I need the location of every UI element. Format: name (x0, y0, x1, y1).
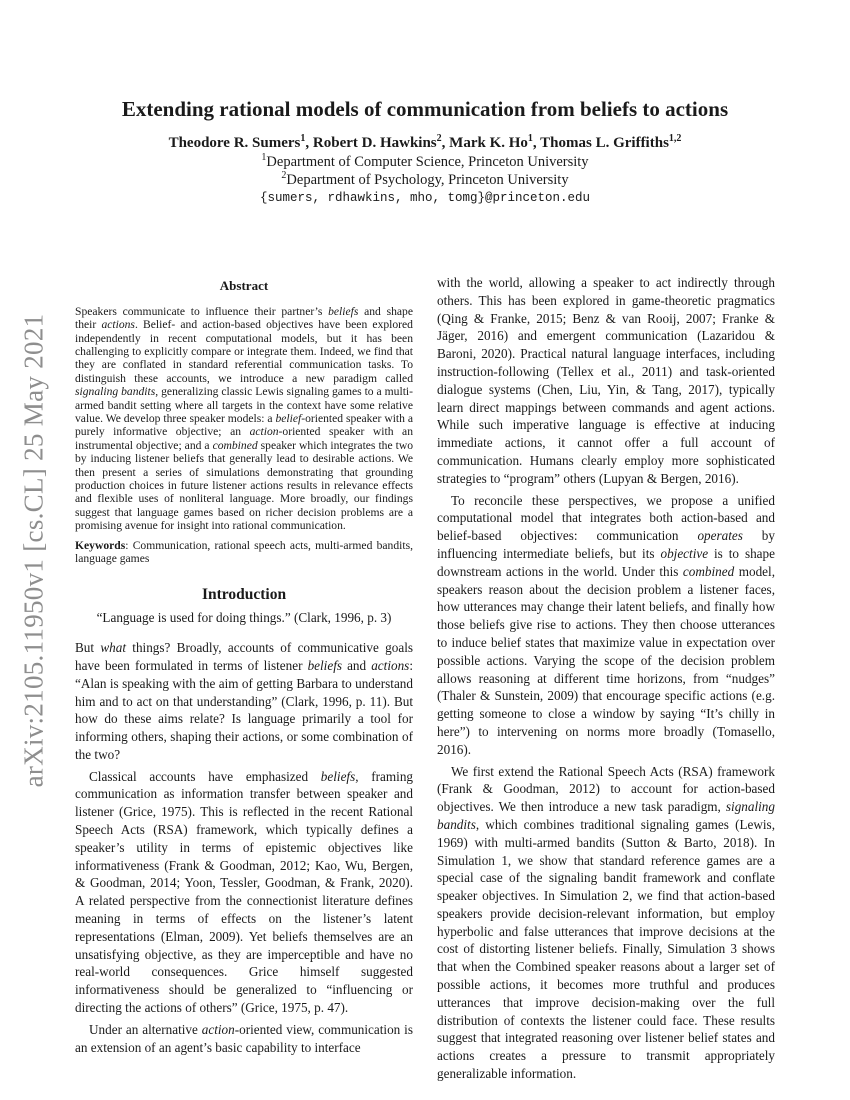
arxiv-id: arXiv:2105.11950v1 [cs.CL] 25 May 2021 (18, 313, 49, 787)
affiliation (80, 153, 770, 171)
intro-paragraph-3-continued: with the world, allowing a speaker to act indirectly through others. This has been explored in game-theoretic pragmatics (Qing & Franke, 2015; Benz & van Rooij, 2007; Franke & Jäger, 2016) and emergent communication (Lazaridou & Baroni, 2020). Practical natural language interfaces, including instruction-following (Tellex et al., 2011) and task-oriented dialogue systems (Chen, Liu, Yin, & Tang, 2017), typically learn direct mappings between commands and agent actions. While such imperative language is effective at inducing immediate actions, it cannot offer a full account of communication. Humans clearly employ more sophisticated strategies to “program” others (Lupyan & Bergen, 2016). (437, 275, 775, 486)
abstract-body (75, 305, 413, 533)
abstract-text: and shape their (75, 304, 413, 332)
author-list (80, 134, 770, 153)
paragraph-text: To reconcile these perspectives, we propose a unified computational model that integrates both action-based and belief-based objectives: communication (437, 492, 775, 544)
keywords-label: Keywords (75, 538, 126, 552)
paper-title: Extending rational models of communication from beliefs to actions (121, 97, 729, 121)
paragraph-emphasis: objective (660, 545, 709, 561)
left-column (75, 277, 413, 1060)
paragraph-text: things? Broadly, accounts of communicative goals have been formulated in terms of listener (75, 640, 413, 673)
paragraph-text: model, speakers reason about the decision problem a listener faces, how utterances may change their latent beliefs, and finally how those beliefs give rise to actions. They then choose utterances to induce belief states that maximize value in expectation over possible actions. Varying the scope of the decision problem allows reasoning at different time horizons, from “nudges” (Thaler & Sunstein, 2009) that encourage specific actions (e.g. getting someone to close a window by saying “It’s chilly in here”) to intervening on norms more broadly (Tomasello, 2016). (437, 563, 775, 757)
paragraph-text: Classical accounts have emphasized (89, 768, 321, 784)
paragraph-text: But (75, 640, 101, 656)
abstract-emphasis: belief (275, 412, 302, 426)
paragraph-text: and (342, 657, 372, 673)
paragraph-emphasis: combined (682, 563, 735, 579)
intro-paragraph-2 (75, 768, 413, 1017)
affiliation-text: Department of Computer Science, Princeton University (266, 154, 589, 170)
paragraph-emphasis: beliefs (307, 657, 342, 673)
abstract-emphasis: action (249, 425, 279, 439)
author-affil-mark: 1 (527, 133, 533, 144)
paragraph-text: : “Alan is speaking with the aim of getting Barbara to understand him and to act on that understanding” (Clark, 1996, p. 11). But how do these aims relate? Is language primarily a tool for informing others, shaping their actions, or some combination of the two? (75, 657, 413, 762)
affiliation-mark: 1 (261, 152, 267, 164)
author-name: Mark K. Ho (449, 135, 528, 151)
arxiv-stamp (14, 290, 54, 810)
author-separator: , (305, 135, 313, 151)
abstract-text: -oriented speaker with an instrumental objective; and a (75, 425, 414, 452)
author-affil-mark: 1,2 (668, 133, 682, 144)
abstract-text: -oriented speaker with a purely informative objective; an (75, 412, 413, 439)
paragraph-text: is to shape downstream actions in the world. Under this (437, 545, 775, 579)
paragraph-text: Under an alternative (89, 1021, 202, 1037)
paragraph-emphasis: beliefs (320, 768, 356, 784)
paragraph-emphasis: what (100, 640, 126, 656)
affiliation (80, 171, 770, 189)
paragraph-emphasis: action (201, 1021, 235, 1037)
keywords-text: : Communication, rational speech acts, multi-armed bandits, language games (75, 538, 413, 566)
author-emails: {sumers, rdhawkins, mho, tomg}@princeton.edu (259, 191, 591, 205)
paragraph-text: -oriented view, communication is an extension of an agent’s basic capability to interface (75, 1021, 413, 1055)
right-column (437, 274, 775, 1087)
author-separator: , (441, 135, 450, 151)
intro-paragraph-4 (437, 492, 775, 759)
keywords (75, 539, 413, 566)
paragraph-emphasis: actions (371, 657, 410, 673)
intro-paragraph-1 (75, 639, 413, 764)
author-affil-mark: 1 (300, 133, 306, 144)
abstract-emphasis: signaling bandits (75, 385, 156, 399)
epigraph-quote: “Language is used for doing things.” (Clark, 1996, p. 3) (96, 610, 392, 626)
paragraph-emphasis: operates (697, 528, 743, 544)
abstract-text: speaker which integrates the two by inducing listener beliefs that generally lead to desirable actions. We then present a series of simulations demonstrating that grounding production choices in future listener actions results in relevance effects and flexible uses of nonliteral language. More broadly, our findings suggest that language games based on richer decision problems are a promising avenue for insight into rational communication. (75, 438, 413, 533)
abstract-text: , generalizing classic Lewis signaling games to a multi-armed bandit setting where all targets in the context have some relative value. We develop three speaker models: a (75, 385, 413, 426)
author-name: Thomas L. Griffiths (540, 135, 669, 151)
title-block (80, 96, 770, 207)
abstract-text: Speakers communicate to influence their partner’s (75, 304, 329, 318)
paragraph-text: We first extend the Rational Speech Acts (RSA) framework (Frank & Goodman, 2012) to account for action-based objectives. We then introduce a new task paradigm, (437, 763, 775, 815)
author-separator: , (532, 135, 541, 151)
paragraph-text: , which combines traditional signaling games (Lewis, 1969) with multi-armed bandits (Sutton & Barto, 2018). In Simulation 1, we show that standard reference games are a special case of the signaling bandit framework and conflate speaker objectives. In Simulation 2, we find that action-based speakers provide decision-relevant information, but employ hyperbolic and false utterances that improve decisions at the cost of distorting listener beliefs. Finally, Simulation 3 shows that when the Combined speaker reasons about a larger set of possible actions, it becomes more truthful and produces utterances that improve decision-making over the full distribution of contexts the listener could face. These results suggest that integrated reasoning over listener belief states and actions creates a pressure to transmit appropriately generalizable information. (437, 816, 775, 1082)
author-name: Robert D. Hawkins (312, 135, 437, 151)
author-name: Theodore R. Sumers (168, 135, 301, 151)
abstract-emphasis: actions (101, 318, 135, 332)
author-affil-mark: 2 (436, 133, 442, 144)
abstract-emphasis: combined (212, 438, 258, 452)
abstract-text: . Belief- and action-based objectives have been explored independently in recent computational models, but it has been challenging to explicitly compare or integrate them. Indeed, we find that they are conflated in standard referential communication tasks. To distinguish these accounts, we introduce a new paradigm called (75, 318, 413, 385)
paragraph-text: , framing communication as information transfer between speaker and listener (Grice, 1975). This is reflected in the recent Rational Speech Acts (RSA) framework, which typically defines a speaker’s utility in terms of epistemic objectives like informativeness (Frank & Goodman, 2012; Kao, Wu, Bergen, & Goodman, 2014; Yoon, Tessler, Goodman, & Frank, 2020). A related perspective from the connectionist literature defines meaning in terms of effects on the listener’s latent representations (Elman, 2009). Yet beliefs themselves are an unsatisfying objective, as they are imperceptible and have no real-world consequences. Grice himself suggested informativeness should be generalized to “influencing or directing the actions of others” (Grice, 1975, p. 47). (75, 768, 414, 1016)
abstract-emphasis: beliefs (328, 304, 359, 318)
paragraph-text: by influencing intermediate beliefs, but its (437, 528, 775, 561)
abstract-heading: Abstract (219, 278, 269, 293)
intro-paragraph-3 (75, 1021, 413, 1057)
introduction-heading: Introduction (201, 585, 287, 603)
paragraph-emphasis: signaling bandits (437, 799, 775, 832)
affiliation-text: Department of Psychology, Princeton University (286, 172, 569, 188)
intro-paragraph-5 (437, 763, 775, 1083)
affiliation-mark: 2 (281, 170, 287, 182)
